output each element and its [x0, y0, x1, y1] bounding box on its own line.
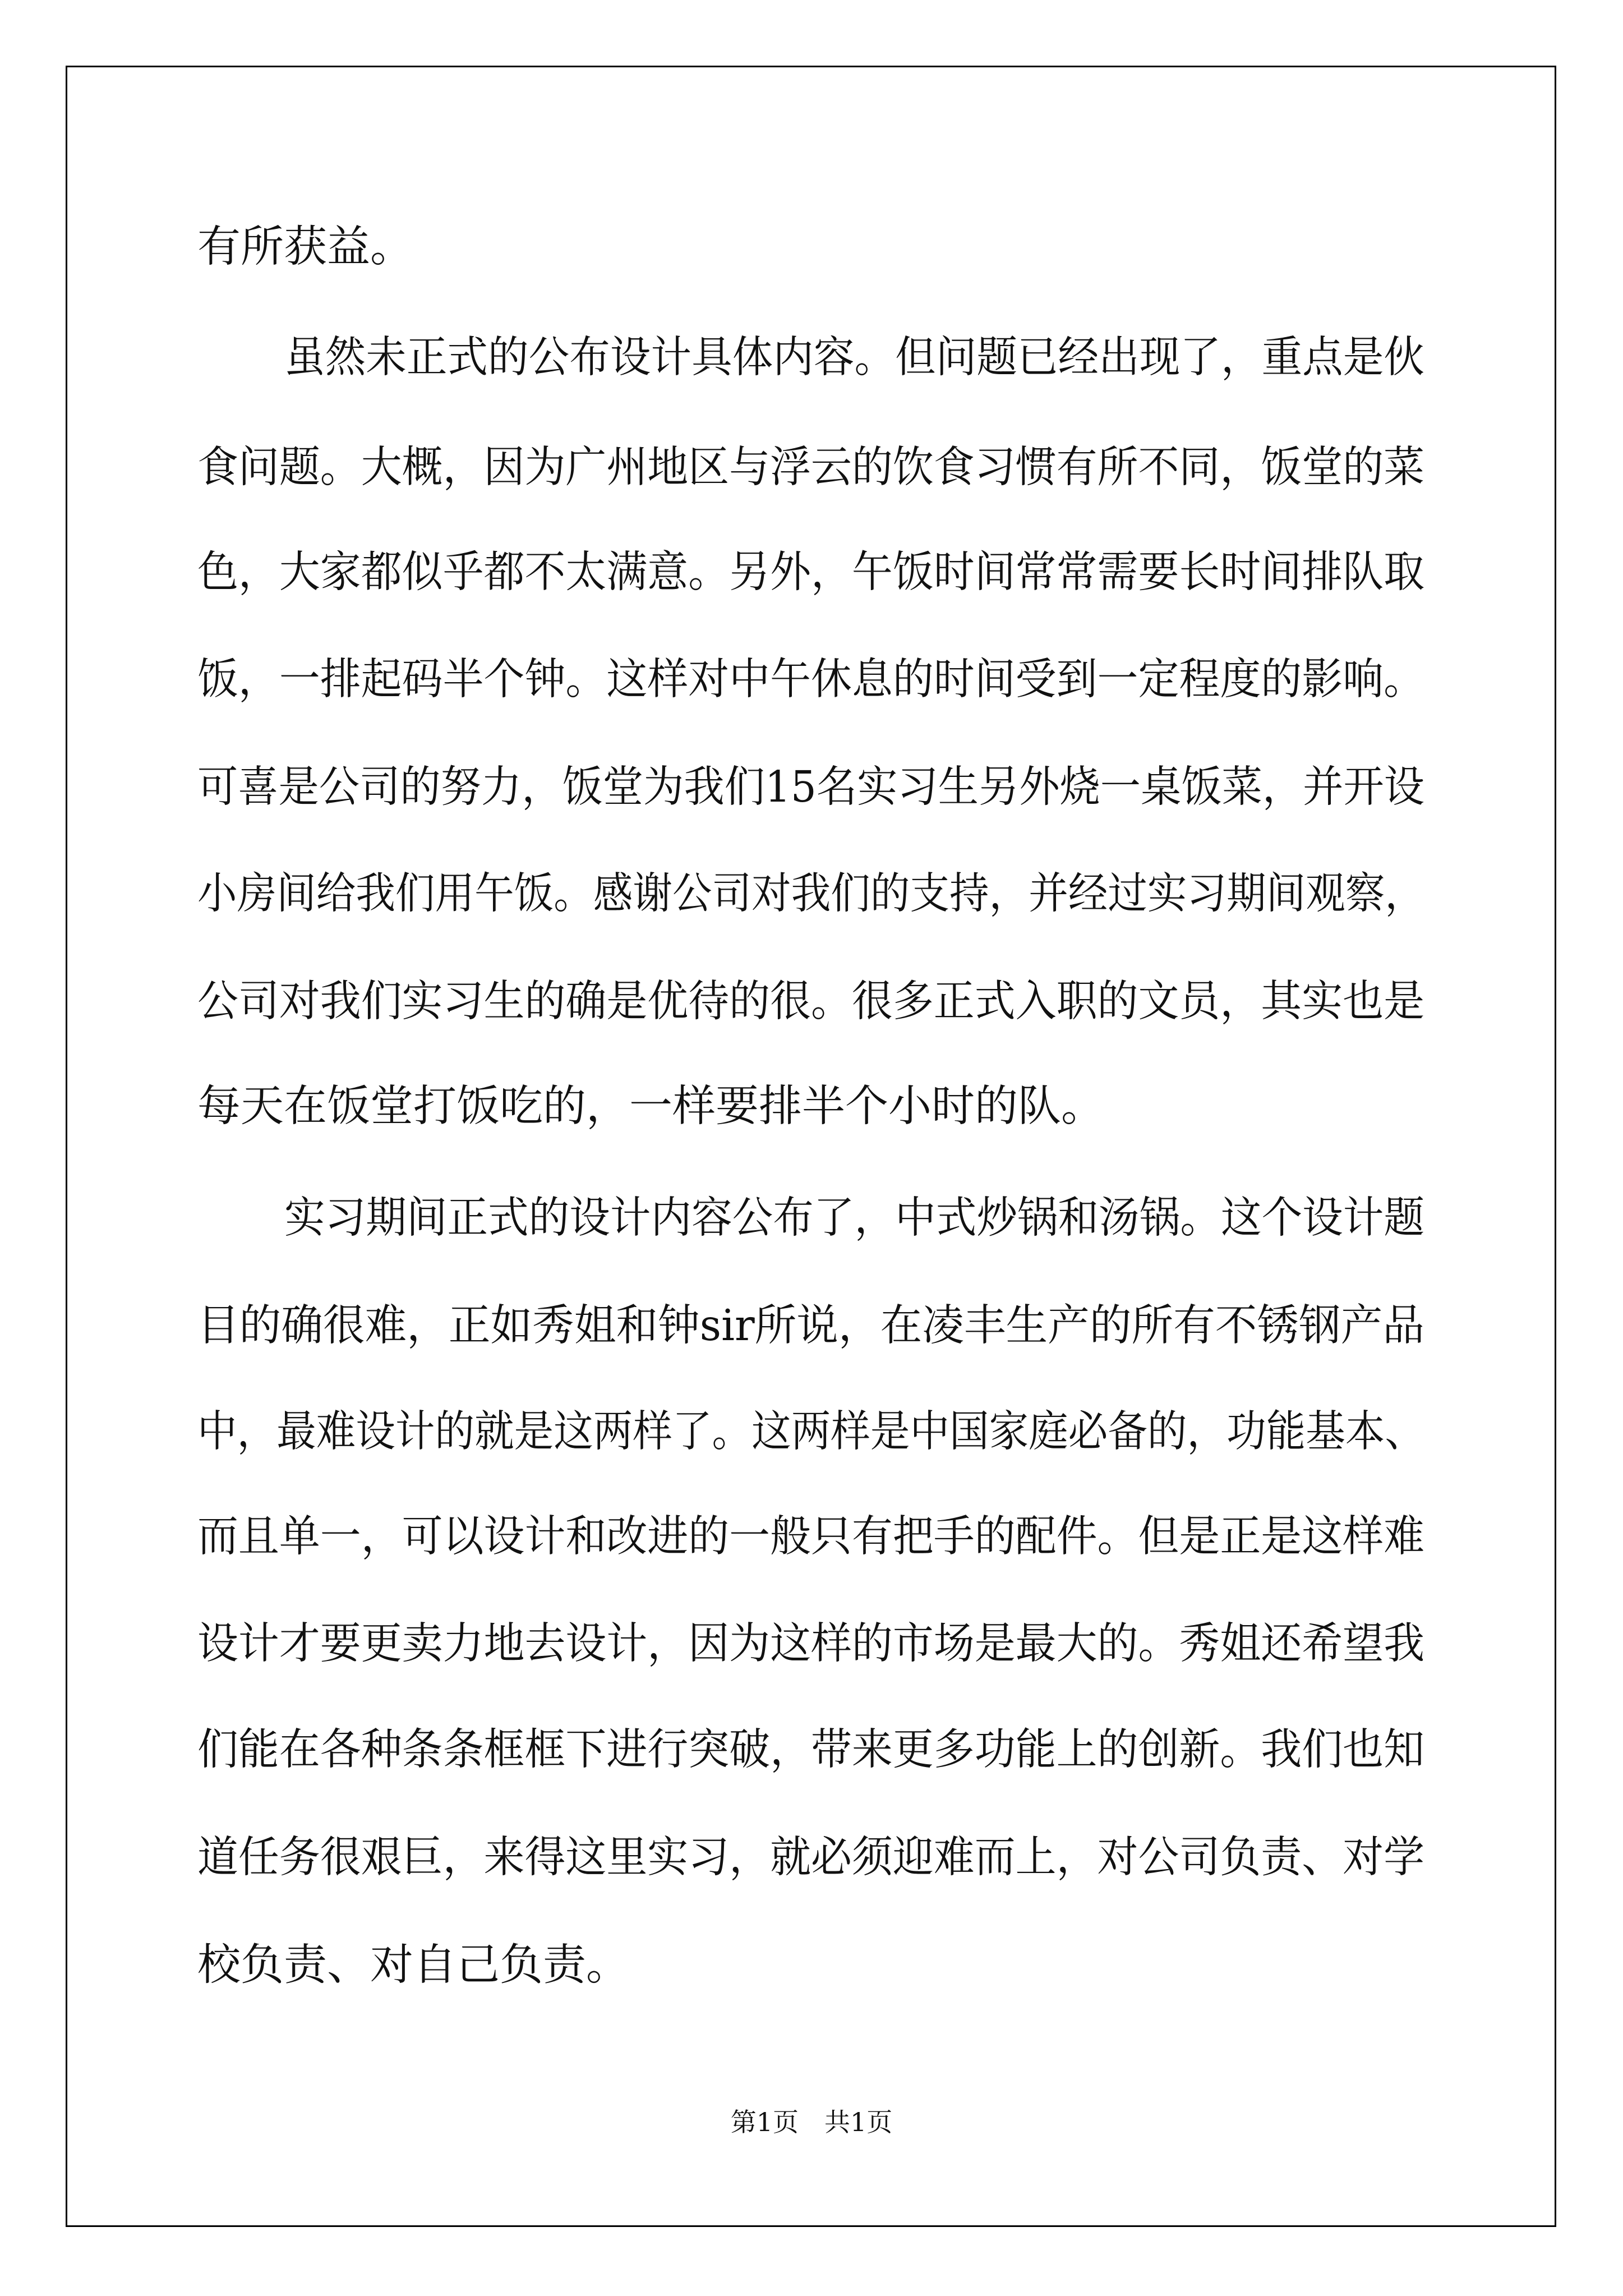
text-line: 而且单一，可以设计和改进的一般只有把手的配件。但是正是这样难: [197, 1512, 1424, 1562]
page-border: [66, 66, 1556, 2227]
text-line-paragraph-start: 虽然未正式的公布设计具体内容。但问题已经出现了，重点是伙: [284, 333, 1424, 383]
text-line: 有所获益。: [197, 222, 413, 272]
text-line: 中，最难设计的就是这两样了。这两样是中国家庭必备的，功能基本、: [197, 1407, 1424, 1457]
text-line: 可喜是公司的努力，饭堂为我们15名实习生另外烧一桌饭菜，并开设: [197, 762, 1424, 812]
text-line: 小房间给我们用午饭。感谢公司对我们的支持，并经过实习期间观察，: [197, 869, 1424, 919]
page-footer: 第1页 共1页: [730, 2107, 893, 2137]
text-line: 色，大家都似乎都不太满意。另外，午饭时间常常需要长时间排队取: [197, 547, 1424, 597]
text-line: 校负责、对自己负责。: [197, 1940, 629, 1990]
text-line-paragraph-start: 实习期间正式的设计内容公布了，中式炒锅和汤锅。这个设计题: [284, 1193, 1424, 1243]
text-line: 目的确很难，正如秀姐和钟sir所说，在凌丰生产的所有不锈钢产品: [197, 1301, 1424, 1351]
text-line: 食问题。大概，因为广州地区与浮云的饮食习惯有所不同，饭堂的菜: [197, 443, 1424, 493]
text-line: 道任务很艰巨，来得这里实习，就必须迎难而上，对公司负责、对学: [197, 1833, 1424, 1883]
text-line: 饭，一排起码半个钟。这样对中午休息的时间受到一定程度的影响。: [197, 655, 1424, 705]
text-line: 公司对我们实习生的确是优待的很。很多正式入职的文员，其实也是: [197, 977, 1424, 1027]
text-line: 每天在饭堂打饭吃的，一样要排半个小时的队。: [197, 1082, 1104, 1131]
text-line: 设计才要更卖力地去设计，因为这样的市场是最大的。秀姐还希望我: [197, 1619, 1424, 1669]
text-line: 们能在各种条条框框下进行突破，带来更多功能上的创新。我们也知: [197, 1725, 1424, 1775]
